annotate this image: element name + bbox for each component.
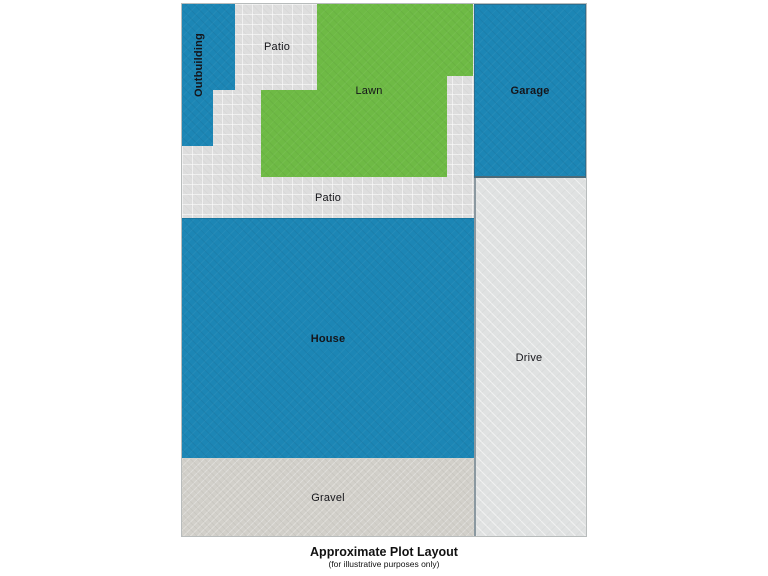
figure-title: Approximate Plot Layout [310,545,458,559]
lawn-label: Lawn [355,85,383,97]
outbuilding-label: Outbuilding [193,33,205,97]
garage-label: Garage [510,85,550,97]
patio-main-label: Patio [314,192,342,204]
gravel-label: Gravel [311,492,345,504]
figure-subtitle: (for illustrative purposes only) [328,559,440,569]
plot-layout-figure [182,4,586,536]
patio-top-label: Patio [263,41,291,53]
figure-caption [182,545,586,570]
house-label: House [310,333,346,345]
drive-label: Drive [515,352,543,364]
